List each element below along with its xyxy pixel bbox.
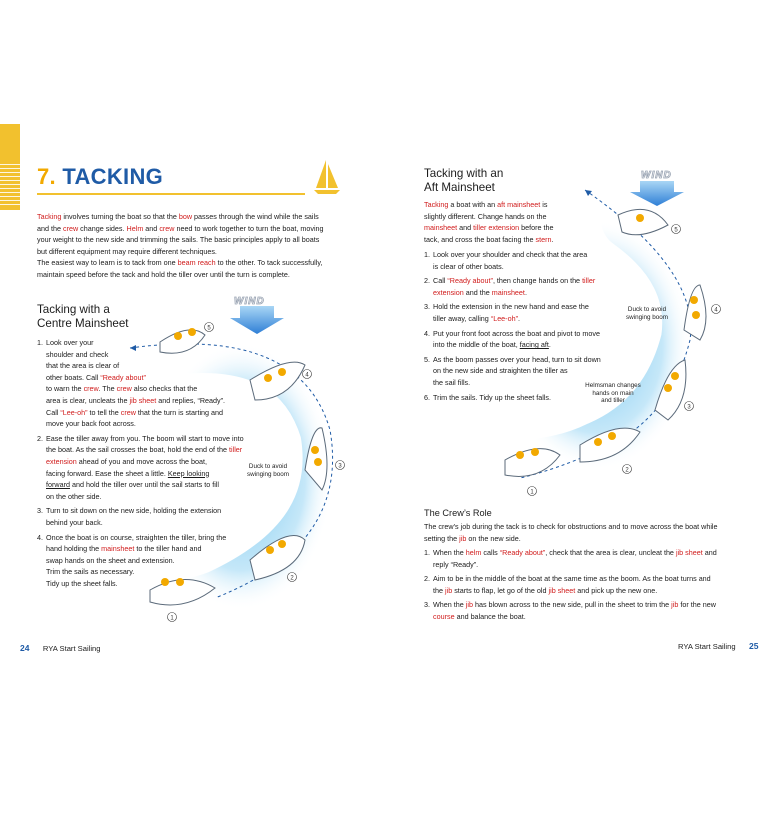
step-line	[46, 349, 267, 361]
step-text	[46, 505, 267, 528]
text-run: the sail fills.	[433, 377, 471, 387]
right-section-title: Tacking with an Aft Mainsheet	[424, 167, 504, 194]
text-run: a boat with an	[448, 200, 498, 209]
text-run: to the tiller hand and	[134, 544, 202, 554]
text-run: When the	[433, 548, 466, 557]
text-run: starts to flap, let go of the old	[452, 585, 549, 595]
text-run: on the new side and straighten the tiller as	[433, 366, 568, 376]
step-item: 3. Turn to sit down on the new side, holding the extension behind your back.	[37, 505, 267, 528]
step-item: 4. Put your front foot across the boat and pivot to move into the middle of the boat, facing aft.	[424, 328, 624, 351]
intro-line	[37, 246, 337, 258]
text-run: and hold the tiller over until the sail starts to fill	[69, 480, 219, 490]
duck-caption: Duck to avoid swinging boom	[246, 463, 289, 478]
text-run: , check that the area is clear, uncleat the	[545, 548, 676, 557]
crew-role-title: The Crew’s Role	[424, 508, 492, 518]
text-run: ahead of you and move across the boat,	[76, 456, 208, 466]
step-line	[433, 261, 624, 273]
step-line	[433, 599, 744, 611]
step-item: 1. Look over your shoulder and check that the area is clear of other boats.	[424, 249, 624, 272]
step-marker-3: 3	[687, 404, 691, 411]
left-intro	[37, 211, 337, 280]
step-text	[46, 433, 267, 503]
glossary-term: Helm	[126, 223, 144, 233]
intro-line	[37, 223, 337, 235]
glossary-term: jib sheet	[548, 585, 576, 595]
text-run: . The	[98, 384, 117, 394]
heading-rule	[37, 193, 305, 195]
step-marker-4: 4	[714, 307, 718, 314]
text-run: to tell the	[87, 407, 121, 417]
text-run: and the	[37, 223, 63, 233]
step-text	[433, 354, 624, 389]
text-run: , then change hands on the	[492, 276, 583, 286]
text-run: .	[517, 313, 520, 323]
text-run: and pick up the new one.	[575, 585, 658, 595]
step-line	[46, 418, 267, 430]
sailboat-icon	[312, 158, 342, 196]
step-line	[46, 456, 267, 468]
text-run: and replies, “Ready”.	[156, 395, 226, 405]
text-run: Once the boat is on course, straighten the tiller, bring the	[46, 532, 227, 542]
intro-line	[37, 257, 337, 269]
text-run: to warn the	[46, 384, 84, 394]
step-item: 1. When the helm calls “Ready about”, check that the area is clear, uncleat the jib sheet and reply “Ready”.	[424, 547, 744, 570]
step-text	[433, 547, 744, 570]
text-run: and	[702, 548, 717, 557]
text-run: need to work together to turn the boat, moving	[174, 223, 324, 233]
text-run: Trim the sails as necessary.	[46, 567, 135, 577]
glossary-term: beam reach	[177, 258, 216, 267]
step-line	[46, 555, 267, 567]
page-number: 24	[20, 643, 30, 653]
left-footer	[20, 638, 100, 656]
glossary-term: jib	[465, 600, 473, 610]
text-run: Turn to sit down on the new side, holding the extension	[46, 506, 222, 516]
intro-line	[37, 269, 337, 281]
step-line	[46, 444, 267, 456]
text-run: calls	[481, 548, 500, 557]
glossary-term: jib	[459, 533, 467, 543]
step-line	[46, 543, 267, 555]
glossary-term: course	[433, 611, 455, 621]
glossary-term: crew	[120, 407, 136, 417]
text-run: The crew’s job during the tack is to check for obstructions and to move across the boat while	[424, 522, 718, 531]
glossary-term: mainsheet	[101, 544, 135, 554]
intro-line	[37, 211, 337, 223]
text-run: Look over your	[46, 338, 94, 347]
right-steps-list	[424, 249, 624, 406]
text-run: but different equipment may require different techniques.	[37, 246, 217, 256]
text-run: that the area is clear of	[46, 361, 120, 371]
wind-label: WIND	[234, 296, 265, 307]
text-run: other boats. Call	[46, 372, 101, 382]
step-line	[46, 337, 267, 349]
text-run: on the other side.	[46, 491, 102, 501]
step-line	[433, 301, 624, 313]
intro-line	[424, 533, 744, 545]
text-run: maintain speed before the tack and hold the tiller over until the turn is complete.	[37, 269, 290, 279]
text-run: into the middle of the boat,	[433, 340, 520, 350]
step-marker-5: 5	[674, 227, 678, 234]
text-run: to the other. To tack successfully,	[215, 258, 323, 267]
text-run: change sides.	[78, 223, 127, 233]
crew-intro	[424, 521, 744, 544]
glossary-term: crew	[83, 384, 99, 394]
step-line	[46, 433, 267, 445]
text-run: When the	[433, 600, 466, 610]
text-run: and the	[463, 287, 492, 297]
glossary-term: extension	[46, 456, 77, 466]
step-line	[433, 354, 624, 366]
step-text	[433, 301, 624, 324]
text-run: and balance the boat.	[454, 611, 526, 621]
step-marker-1: 1	[170, 615, 174, 622]
step-line	[46, 372, 267, 384]
text-run: .	[548, 340, 551, 350]
text-run: and	[457, 223, 474, 233]
step-text	[46, 337, 267, 430]
step-line	[433, 328, 624, 340]
step-line	[46, 468, 267, 480]
step-line	[46, 407, 267, 419]
glossary-term: aft mainsheet	[497, 200, 541, 209]
step-item: 4. Once the boat is on course, straighten the tiller, bring the hand holding the mainsheet to the tiller hand and swap hands on the sheet and extension. Trim the sails as necessary. Tidy up the sheet falls.	[37, 532, 267, 590]
text-run: area is clear, uncleats the	[46, 395, 130, 405]
left-steps-list	[37, 337, 267, 592]
left-section-title: Tacking with a Centre Mainsheet	[37, 303, 129, 330]
step-line	[433, 585, 744, 597]
text-run: Keep looking	[167, 468, 210, 478]
step-item: 3. When the jib has blown across to the new side, pull in the sheet to trim the jib for the new course and balance the boat.	[424, 599, 744, 622]
text-run: Call	[46, 407, 61, 417]
footer-text: RYA Start Sailing	[678, 642, 736, 651]
wind-label: WIND	[641, 170, 672, 181]
glossary-term: “Lee-oh”	[60, 407, 88, 417]
crew-steps-list	[424, 547, 744, 626]
step-line	[433, 573, 744, 585]
step-line	[46, 383, 267, 395]
step-marker-2: 2	[625, 467, 629, 474]
text-run: for the new	[678, 600, 716, 610]
footer-text: RYA Start Sailing	[42, 644, 101, 653]
text-run: the	[433, 585, 445, 595]
text-run: The easiest way to learn is to tack from one	[37, 258, 178, 267]
step-line	[46, 566, 267, 578]
glossary-term: Tacking	[424, 200, 449, 209]
text-run: .	[524, 287, 527, 297]
step-item: 2. Call “Ready about”, then change hands on the tiller extension and the mainsheet.	[424, 275, 624, 298]
glossary-term: tiller extension	[473, 223, 520, 233]
step-line	[433, 275, 624, 287]
glossary-term: “Ready about”	[100, 372, 146, 382]
text-run: is clear of other boats.	[433, 261, 504, 271]
step-marker-1: 1	[530, 489, 534, 496]
step-item: 3. Hold the extension in the new hand and ease the tiller away, calling “Lee-oh”.	[424, 301, 624, 324]
glossary-term: bow	[178, 212, 193, 221]
step-line	[433, 313, 624, 325]
intro-line	[37, 234, 337, 246]
step-text	[433, 599, 744, 622]
step-line	[46, 360, 267, 372]
right-footer	[678, 636, 758, 654]
step-text	[433, 249, 624, 272]
text-run: hand holding the	[46, 544, 102, 554]
step-line	[433, 611, 744, 623]
text-run: behind your back.	[46, 517, 103, 527]
step-marker-4: 4	[305, 372, 309, 379]
step-text	[433, 328, 624, 351]
glossary-term: Tacking	[37, 212, 62, 221]
glossary-term: jib sheet	[129, 395, 157, 405]
text-run: the boat. As the sail crosses the boat, hold the end of the	[46, 445, 230, 455]
step-item: 1. Look over your shoulder and check that the area is clear of other boats. Call “Ready about” to warn the crew. The crew also checks that the area is clear, uncleats the jib sheet and replies, “Ready”. Call “Lee-oh” to tell the crew that the turn is starting and move your back foot across.	[37, 337, 267, 430]
step-item: 5. As the boom passes over your head, turn to sit down on the new side and straighten the tiller as the sail fills.	[424, 354, 624, 389]
text-run: and	[143, 223, 160, 233]
text-run: is	[540, 200, 548, 209]
glossary-term: “Ready about”	[447, 276, 493, 286]
glossary-term: crew	[159, 223, 175, 233]
step-line	[433, 392, 624, 404]
glossary-term: mainsheet	[491, 287, 525, 297]
chapter-tab-marker	[0, 124, 20, 210]
glossary-term: tiller	[582, 276, 596, 286]
step-line	[433, 339, 624, 351]
chapter-heading	[37, 164, 163, 190]
text-run: Put your front foot across the boat and pivot to move	[433, 328, 601, 338]
glossary-term: “Ready about”	[499, 548, 546, 557]
text-run: move your back foot across.	[46, 419, 136, 429]
glossary-term: jib	[671, 600, 679, 610]
step-line	[46, 578, 267, 590]
text-run: As the boom passes over your head, turn to sit down	[433, 354, 601, 364]
step-line	[433, 547, 744, 559]
step-line	[46, 532, 267, 544]
step-item: 2. Aim to be in the middle of the boat at the same time as the boom. As the boat turns and the jib starts to flap, let go of the old jib sheet and pick up the new one.	[424, 573, 744, 596]
text-run: swap hands on the sheet and extension.	[46, 555, 175, 565]
text-run: Tidy up the sheet falls.	[46, 578, 118, 588]
step-text	[433, 275, 624, 298]
text-run: facing forward. Ease the sheet a little.	[46, 468, 168, 478]
text-run: reply “Ready”.	[433, 559, 479, 569]
text-run: your weight to the new side and trimming the sails. The basic principles apply to all boats	[37, 235, 320, 244]
glossary-term: crew	[116, 384, 132, 394]
step-item: 6. Trim the sails. Tidy up the sheet falls.	[424, 392, 624, 404]
step-line	[46, 479, 267, 491]
text-run: shoulder and check	[46, 349, 109, 359]
glossary-term: stern	[535, 234, 552, 244]
text-run: involves turning the boat so that the	[61, 212, 179, 221]
text-run: before the	[519, 223, 554, 233]
step-line	[433, 365, 624, 377]
text-run: Hold the extension in the new hand and ease the	[433, 302, 589, 312]
step-line	[46, 491, 267, 503]
text-run: has blown across to the new side, pull in the sheet to trim the	[472, 600, 672, 610]
text-run: slightly different. Change hands on the	[424, 211, 547, 221]
text-run: facing aft	[519, 340, 549, 350]
chapter-number: 7.	[37, 164, 56, 189]
text-run: Ease the tiller away from you. The boom will start to move into	[46, 433, 244, 443]
glossary-term: crew	[62, 223, 79, 233]
chapter-title: TACKING	[62, 164, 164, 189]
step-line	[433, 559, 744, 571]
text-run: setting the	[424, 533, 460, 543]
step-text	[433, 573, 744, 596]
step-text	[433, 392, 624, 404]
page-number: 25	[749, 641, 759, 651]
glossary-term: helm	[465, 548, 482, 557]
duck-caption: Duck to avoid swinging boom	[625, 306, 668, 321]
step-marker-2: 2	[290, 575, 294, 582]
text-run: forward	[46, 480, 70, 490]
text-run: tiller away, calling	[433, 313, 491, 323]
step-line	[433, 249, 624, 261]
text-run: that the turn is starting and	[135, 407, 224, 417]
text-run: Trim the sails. Tidy up the sheet falls.	[433, 392, 551, 402]
step-line	[46, 517, 267, 529]
glossary-term: jib sheet	[675, 548, 703, 557]
glossary-term: extension	[433, 287, 464, 297]
helmsman-caption: Helmsman changes hands on main and tiller	[585, 382, 641, 404]
glossary-term: jib	[445, 585, 453, 595]
text-run: also checks that the	[131, 384, 198, 394]
glossary-term: “Lee-oh”	[490, 313, 518, 323]
step-line	[433, 287, 624, 299]
path-arrowhead-icon	[585, 190, 592, 196]
step-marker-3: 3	[338, 463, 342, 470]
text-run: Aim to be in the middle of the boat at the same time as the boom. As the boat turns and	[433, 574, 711, 584]
glossary-term: mainsheet	[424, 223, 458, 233]
text-run: Call	[433, 276, 448, 286]
text-run: tack, and cross the boat facing the	[424, 234, 536, 244]
step-marker-5: 5	[207, 325, 211, 332]
text-run: Look over your shoulder and check that the area	[433, 250, 588, 259]
text-run: on the new side.	[466, 533, 521, 543]
text-run: .	[551, 234, 554, 244]
intro-line	[424, 521, 744, 533]
step-text	[46, 532, 267, 590]
step-line	[46, 505, 267, 517]
glossary-term: tiller	[229, 445, 243, 455]
step-line	[46, 395, 267, 407]
step-item: 2. Ease the tiller away from you. The boom will start to move into the boat. As the sail crosses the boat, hold the end of the tiller extension ahead of you and move across the boat, facing forward. Ease the sheet a little. Keep looking forward and hold the tiller over until the sail starts to fill on the other side.	[37, 433, 267, 503]
step-line	[433, 377, 624, 389]
text-run: passes through the wind while the sails	[192, 212, 319, 221]
